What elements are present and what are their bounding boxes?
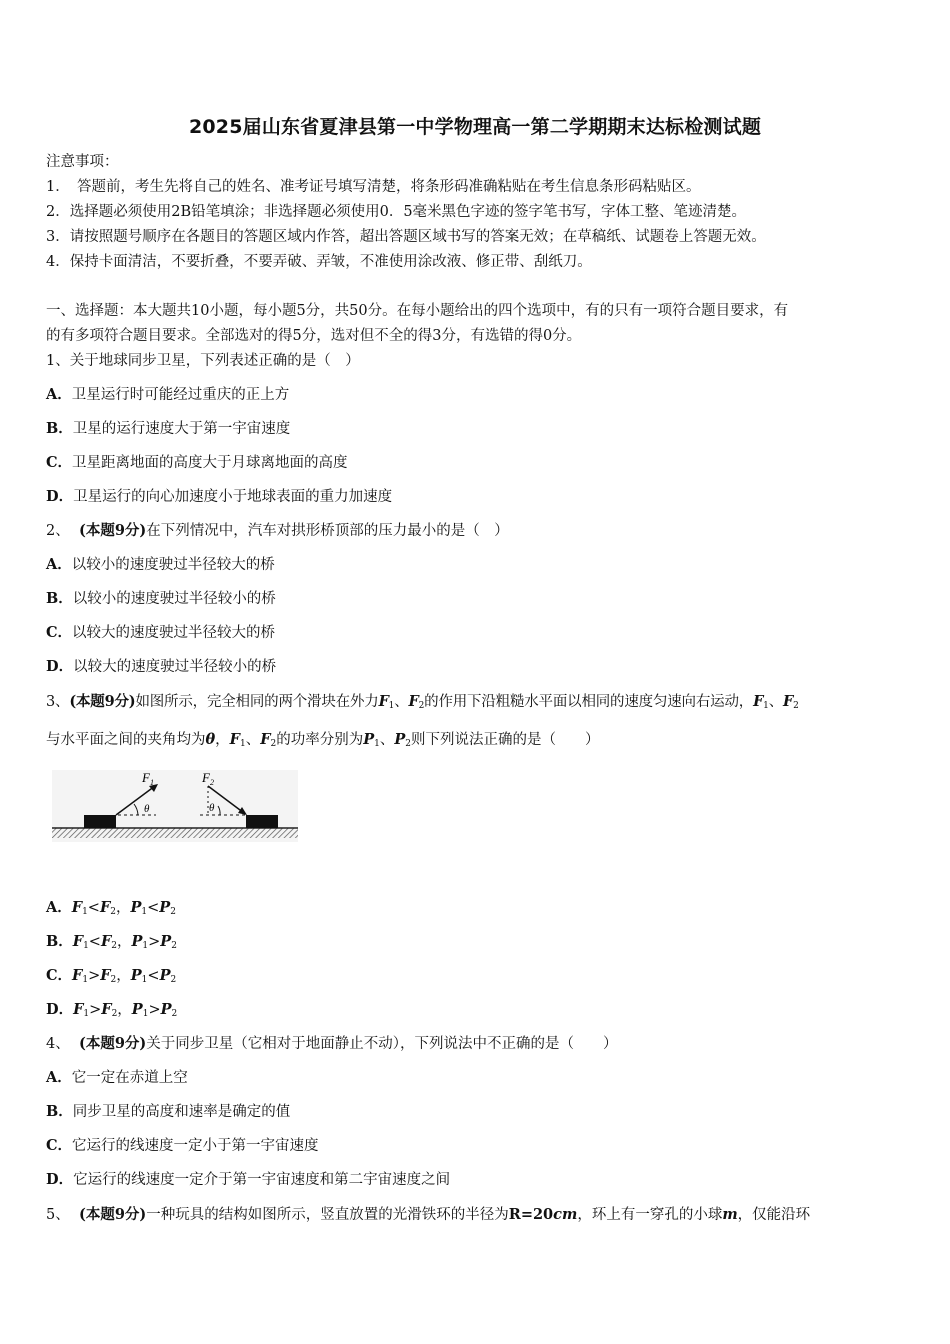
- sliding-blocks-diagram: [52, 764, 300, 848]
- block-2: [246, 815, 278, 828]
- sub: 1: [83, 941, 89, 951]
- var-f: F: [260, 731, 271, 748]
- unit-cm: cm: [553, 1206, 578, 1223]
- relation: <: [147, 900, 160, 916]
- option-label: B．: [46, 1103, 73, 1120]
- option-label: D．: [46, 1171, 74, 1188]
- relation: >: [88, 968, 101, 984]
- option-label: D．: [46, 488, 74, 505]
- sub: 1: [763, 701, 769, 711]
- sub: 2: [171, 1009, 178, 1019]
- q4-option-a: [46, 1068, 188, 1088]
- q3-stem-line-2: [46, 730, 600, 754]
- question-text: 如图所示，完全相同的两个滑块在外力: [135, 694, 379, 710]
- var-f: F: [100, 967, 111, 984]
- question-text: 则下列说法正确的是（ ）: [411, 732, 600, 748]
- question-score: (本题9分): [78, 1035, 147, 1052]
- sub: 2: [170, 975, 177, 985]
- var-p: P: [363, 731, 375, 748]
- q1-option-b: [46, 419, 290, 439]
- option-text: 卫星运行时可能经过重庆的正上方: [71, 387, 290, 403]
- sub: 2: [170, 907, 176, 917]
- q3-stem-line-1: [46, 692, 799, 716]
- option-label: A．: [46, 899, 72, 916]
- var-p: P: [131, 1001, 143, 1018]
- q2-option-a: [46, 555, 275, 575]
- label-theta-1: θ: [144, 803, 150, 815]
- option-label: A．: [46, 386, 72, 403]
- question-text: 与水平面之间的夹角均为: [46, 732, 206, 748]
- q2-stem: [46, 521, 509, 541]
- question-text: 的作用下沿粗糙水平面以相同的速度匀速向右运动，: [424, 694, 754, 710]
- sub: 2: [405, 739, 412, 749]
- sub: 1: [82, 907, 88, 917]
- q1-option-d: [46, 487, 392, 507]
- q2-option-d: [46, 657, 276, 677]
- var-p: P: [131, 933, 143, 950]
- relation: >: [148, 1002, 161, 1018]
- q3-option-d: [46, 1000, 177, 1024]
- option-text: 以较大的速度驶过半径较小的桥: [73, 659, 277, 675]
- var-f: F: [71, 899, 83, 916]
- notice-heading: 注意事项：: [46, 154, 119, 170]
- relation: <: [147, 968, 160, 984]
- relation: >: [148, 934, 161, 950]
- question-text: ，环上有一穿孔的小球: [577, 1207, 723, 1223]
- sub: 1: [374, 739, 380, 749]
- var-m: m: [722, 1206, 738, 1223]
- var-f: F: [378, 693, 389, 710]
- sub: 1: [141, 975, 148, 985]
- sub: 2: [111, 1009, 118, 1019]
- notice-item-3: 3．请按照题号顺序在各题目的答题区域内作答，超出答题区域书写的答案无效；在草稿纸、试题卷上答题无效。: [46, 229, 766, 245]
- option-text: 它运行的线速度一定小于第一宇宙速度: [72, 1138, 319, 1154]
- block-1: [84, 815, 116, 828]
- sep: 、: [394, 694, 409, 710]
- section-intro-line-1: 一、选择题：本大题共10小题，每小题5分，共50分。在每小题给出的四个选项中，有的只有一项符合题目要求，有: [46, 303, 789, 319]
- question-text: ，仅能沿环: [737, 1207, 811, 1223]
- sep: ，: [116, 934, 132, 950]
- sub: 2: [111, 941, 117, 951]
- var-p: P: [159, 899, 171, 916]
- option-label: B．: [46, 933, 73, 950]
- sub: 1: [82, 975, 89, 985]
- notice-item-4: 4．保持卡面清洁，不要折叠，不要弄破、弄皱，不准使用涂改液、修正带、刮纸刀。: [46, 254, 592, 270]
- question-text: 一种玩具的结构如图所示，竖直放置的光滑铁环的半径为: [146, 1207, 509, 1223]
- var-f: F: [72, 933, 84, 950]
- var-f: F: [753, 693, 764, 710]
- q4-option-d: [46, 1170, 450, 1190]
- var-p: P: [130, 967, 142, 984]
- option-label: C．: [46, 1137, 73, 1154]
- option-text: 卫星的运行速度大于第一宇宙速度: [72, 421, 291, 437]
- sub: 1: [142, 1009, 149, 1019]
- question-number: 4、: [46, 1036, 70, 1052]
- section-intro-line-2: 的有多项符合题目要求。全部选对的得5分，选对但不全的得3分，有选错的得0分。: [46, 328, 582, 344]
- sub: 2: [110, 975, 117, 985]
- q1-stem: 1、关于地球同步卫星，下列表述正确的是（ ）: [46, 353, 360, 369]
- label-f2: $F_2$: [202, 770, 214, 787]
- var-f: F: [73, 1001, 84, 1018]
- sub: 1: [83, 1009, 90, 1019]
- sub: 1: [239, 739, 246, 749]
- option-text: 同步卫星的高度和速率是确定的值: [72, 1104, 291, 1120]
- question-number: 3、: [46, 694, 70, 710]
- ground-hatching: [52, 828, 298, 838]
- sep: ，: [115, 900, 131, 916]
- label-f1: $F_1$: [142, 770, 154, 787]
- var-f: F: [783, 693, 794, 710]
- question-score: (本题9分): [69, 693, 136, 710]
- option-label: C．: [46, 624, 73, 641]
- var-p: P: [160, 933, 172, 950]
- question-number: 5、: [46, 1207, 70, 1223]
- option-text: 它一定在赤道上空: [71, 1070, 188, 1086]
- relation: <: [88, 934, 101, 950]
- q1-option-a: [46, 385, 289, 405]
- q3-option-c: [46, 966, 176, 990]
- var-f: F: [101, 1001, 112, 1018]
- option-text: 卫星运行的向心加速度小于地球表面的重力加速度: [73, 489, 393, 505]
- sep: 、: [768, 694, 784, 710]
- notice-item-2: 2．选择题必须使用2B铅笔填涂；非选择题必须使用0．5毫米黑色字迹的签字笔书写，字体工整、笔迹清楚。: [46, 204, 747, 220]
- option-text: 它运行的线速度一定介于第一宇宙速度和第二宇宙速度之间: [73, 1172, 451, 1188]
- question-score: (本题9分): [78, 1206, 147, 1223]
- q4-option-c: [46, 1136, 319, 1156]
- sub: 2: [171, 941, 177, 951]
- option-label: A．: [46, 556, 72, 573]
- relation: <: [87, 900, 100, 916]
- page-title: 2025届山东省夏津县第一中学物理高一第二学期期末达标检测试题: [188, 116, 762, 138]
- sub: 2: [270, 739, 277, 749]
- sub: 1: [141, 907, 148, 917]
- question-text: 在下列情况中，汽车对拱形桥顶部的压力最小的是（ ）: [146, 523, 509, 539]
- option-label: B．: [46, 420, 73, 437]
- option-text: 以较小的速度驶过半径较小的桥: [72, 591, 276, 607]
- sub: 2: [418, 701, 425, 711]
- var-theta: θ: [205, 731, 216, 748]
- option-label: C．: [46, 967, 73, 984]
- sub: 1: [388, 701, 395, 711]
- var-f: F: [72, 967, 83, 984]
- sub: 2: [793, 701, 799, 711]
- q4-stem: [46, 1034, 618, 1054]
- var-p: P: [160, 1001, 172, 1018]
- sep: ，: [116, 968, 131, 984]
- option-text: 以较大的速度驶过半径较大的桥: [72, 625, 276, 641]
- question-text: 关于同步卫星（它相对于地面静止不动），下列说法中不正确的是（ ）: [146, 1036, 618, 1052]
- var-p: P: [159, 967, 171, 984]
- notice-item-1: 1． 答题前，考生先将自己的姓名、准考证号填写清楚，将条形码准确粘贴在考生信息条形码粘贴区。: [46, 179, 701, 195]
- option-label: C．: [46, 454, 73, 471]
- q3-option-a: [46, 898, 176, 922]
- sep: 、: [379, 732, 395, 748]
- var-f: F: [408, 693, 419, 710]
- sep: ，: [117, 1002, 132, 1018]
- question-number: 2、: [46, 523, 70, 539]
- q5-stem: [46, 1205, 810, 1225]
- sep: 、: [245, 732, 261, 748]
- label-theta-2: θ: [209, 802, 215, 814]
- var-f: F: [99, 899, 111, 916]
- q3-option-b: [46, 932, 177, 956]
- q2-option-c: [46, 623, 275, 643]
- option-text: 以较小的速度驶过半径较大的桥: [71, 557, 275, 573]
- question-score: (本题9分): [78, 522, 147, 539]
- option-label: A．: [46, 1069, 72, 1086]
- option-label: D．: [46, 1001, 74, 1018]
- q2-option-b: [46, 589, 276, 609]
- sub: 1: [142, 941, 149, 951]
- var-f: F: [100, 933, 112, 950]
- sub: 2: [110, 907, 116, 917]
- option-label: B．: [46, 590, 73, 607]
- option-label: D．: [46, 658, 74, 675]
- var-f: F: [229, 731, 240, 748]
- var-p: P: [394, 731, 406, 748]
- q1-option-c: [46, 453, 348, 473]
- q4-option-b: [46, 1102, 290, 1122]
- relation: >: [89, 1002, 102, 1018]
- question-text: 的功率分别为: [276, 732, 364, 748]
- var-p: P: [130, 899, 142, 916]
- var-r: R=20: [508, 1206, 554, 1223]
- option-text: 卫星距离地面的高度大于月球离地面的高度: [72, 455, 348, 471]
- sep: ，: [215, 732, 230, 748]
